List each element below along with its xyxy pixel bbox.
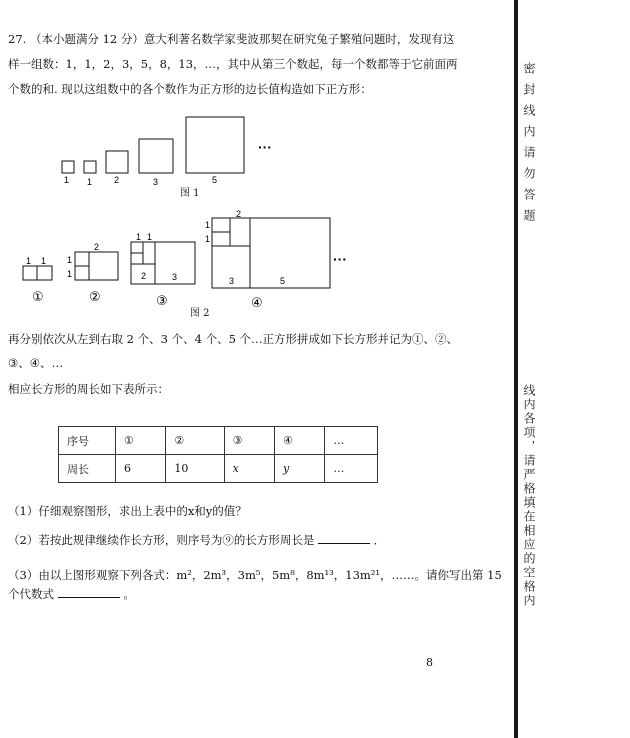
fig2-p2-label-2: 2 bbox=[94, 242, 100, 252]
table-cell: x bbox=[224, 455, 274, 483]
figure-2-caption: 图 2 bbox=[190, 308, 210, 319]
table-cell: 6 bbox=[116, 455, 166, 483]
question-2-end: ． bbox=[373, 533, 386, 547]
answer-blank-q3[interactable] bbox=[58, 586, 120, 598]
binding-line bbox=[514, 0, 518, 738]
fig1-label-2: 2 bbox=[114, 175, 120, 185]
fig2-p3-label-3: 3 bbox=[172, 272, 178, 282]
question-2-text: （2）若按此规律继续作长方形，则序号为⑨的长方形周长是 bbox=[8, 533, 315, 547]
fig2-p4-label-3: 3 bbox=[229, 276, 235, 286]
text-after-fig-line-1: 再分别依次从左到右取 2 个、3 个、4 个、5 个…正方形拼成如下长方形并记为①、②、 bbox=[8, 332, 459, 346]
square-3 bbox=[139, 139, 173, 173]
answer-blank-q2[interactable] bbox=[318, 532, 370, 544]
question-3-line-2 bbox=[8, 586, 135, 601]
page-number: 8 bbox=[426, 656, 433, 669]
fig2-p4-label-1a: 1 bbox=[205, 220, 211, 230]
perimeter-table bbox=[58, 426, 378, 483]
fig2-panel-label-3: ③ bbox=[156, 293, 168, 308]
question-3-text: 个代数式 bbox=[8, 587, 54, 601]
fig2-p3-label-2: 2 bbox=[141, 271, 147, 281]
text-after-fig-line-3: 相应长方形的周长如下表所示： bbox=[8, 382, 169, 396]
question-1: （1）仔细观察图形，求出上表中的x和y的值？ bbox=[8, 504, 247, 518]
figure-1-caption: 图 1 bbox=[180, 188, 200, 199]
fig1-label-3: 3 bbox=[153, 177, 159, 187]
square-2 bbox=[106, 151, 128, 173]
fig2-panel-label-4: ④ bbox=[251, 295, 263, 310]
fig2-panel-label-2: ② bbox=[89, 289, 101, 304]
figure-2 bbox=[18, 208, 358, 310]
fig2-p3-label-1b: 1 bbox=[147, 232, 153, 242]
question-3-line-1: （3）由以上图形观察下列各式：m²，2m³，3m⁵，5m⁸，8m¹³，13m²¹，……。请你写出第 15 bbox=[8, 568, 502, 582]
fig2-p4-label-1b: 1 bbox=[205, 234, 211, 244]
fig2-p4-label-5: 5 bbox=[280, 276, 286, 286]
table-cell: ① bbox=[116, 427, 166, 455]
question-2 bbox=[8, 532, 385, 547]
fill-notice: 线内各项，请严格填在相应的空格内 bbox=[522, 384, 536, 608]
table-cell: ③ bbox=[224, 427, 274, 455]
table-cell: 周长 bbox=[59, 455, 116, 483]
problem-line-2: 样一组数：1，1，2，3，5，8，13，…，其中从第三个数起，每一个数都等于它前面两 bbox=[8, 57, 458, 71]
problem-line-1: 27. （本小题满分 12 分）意大利著名数学家斐波那契在研究兔子繁殖问题时，发现有这 bbox=[8, 32, 455, 46]
fig2-ellipsis: ··· bbox=[333, 251, 347, 267]
problem-line-3: 个数的和. 现以这组数中的各个数作为正方形的边长值构造如下正方形： bbox=[8, 82, 372, 96]
table-header-row bbox=[59, 427, 378, 455]
fig1-label-1a: 1 bbox=[64, 175, 70, 185]
square-5 bbox=[186, 117, 244, 173]
table-cell: 10 bbox=[166, 455, 224, 483]
question-3-end: 。 bbox=[123, 587, 135, 601]
table-cell: … bbox=[325, 427, 378, 455]
square-1a bbox=[62, 161, 74, 173]
fig2-p3-label-1a: 1 bbox=[136, 232, 142, 242]
fig1-ellipsis: ··· bbox=[258, 139, 272, 155]
fig2-p2-label-1b: 1 bbox=[67, 269, 73, 279]
table-cell: 序号 bbox=[59, 427, 116, 455]
fig1-label-5: 5 bbox=[212, 175, 218, 185]
fig2-p2-label-1a: 1 bbox=[67, 255, 73, 265]
fig2-p1-label-a: 1 bbox=[26, 256, 32, 266]
fig1-label-1b: 1 bbox=[87, 177, 93, 187]
table-cell: ② bbox=[166, 427, 224, 455]
table-cell: … bbox=[325, 455, 378, 483]
fig2-p1-label-b: 1 bbox=[41, 256, 47, 266]
table-row bbox=[59, 455, 378, 483]
square-1b bbox=[84, 161, 96, 173]
fig2-panel-label-1: ① bbox=[32, 289, 44, 304]
fig2-p4-label-2: 2 bbox=[236, 209, 242, 219]
text-after-fig-line-2: ③、④、… bbox=[8, 356, 64, 370]
seal-notice: 密封线内请勿答题 bbox=[522, 62, 536, 230]
table-cell: ④ bbox=[275, 427, 325, 455]
table-cell: y bbox=[275, 455, 325, 483]
